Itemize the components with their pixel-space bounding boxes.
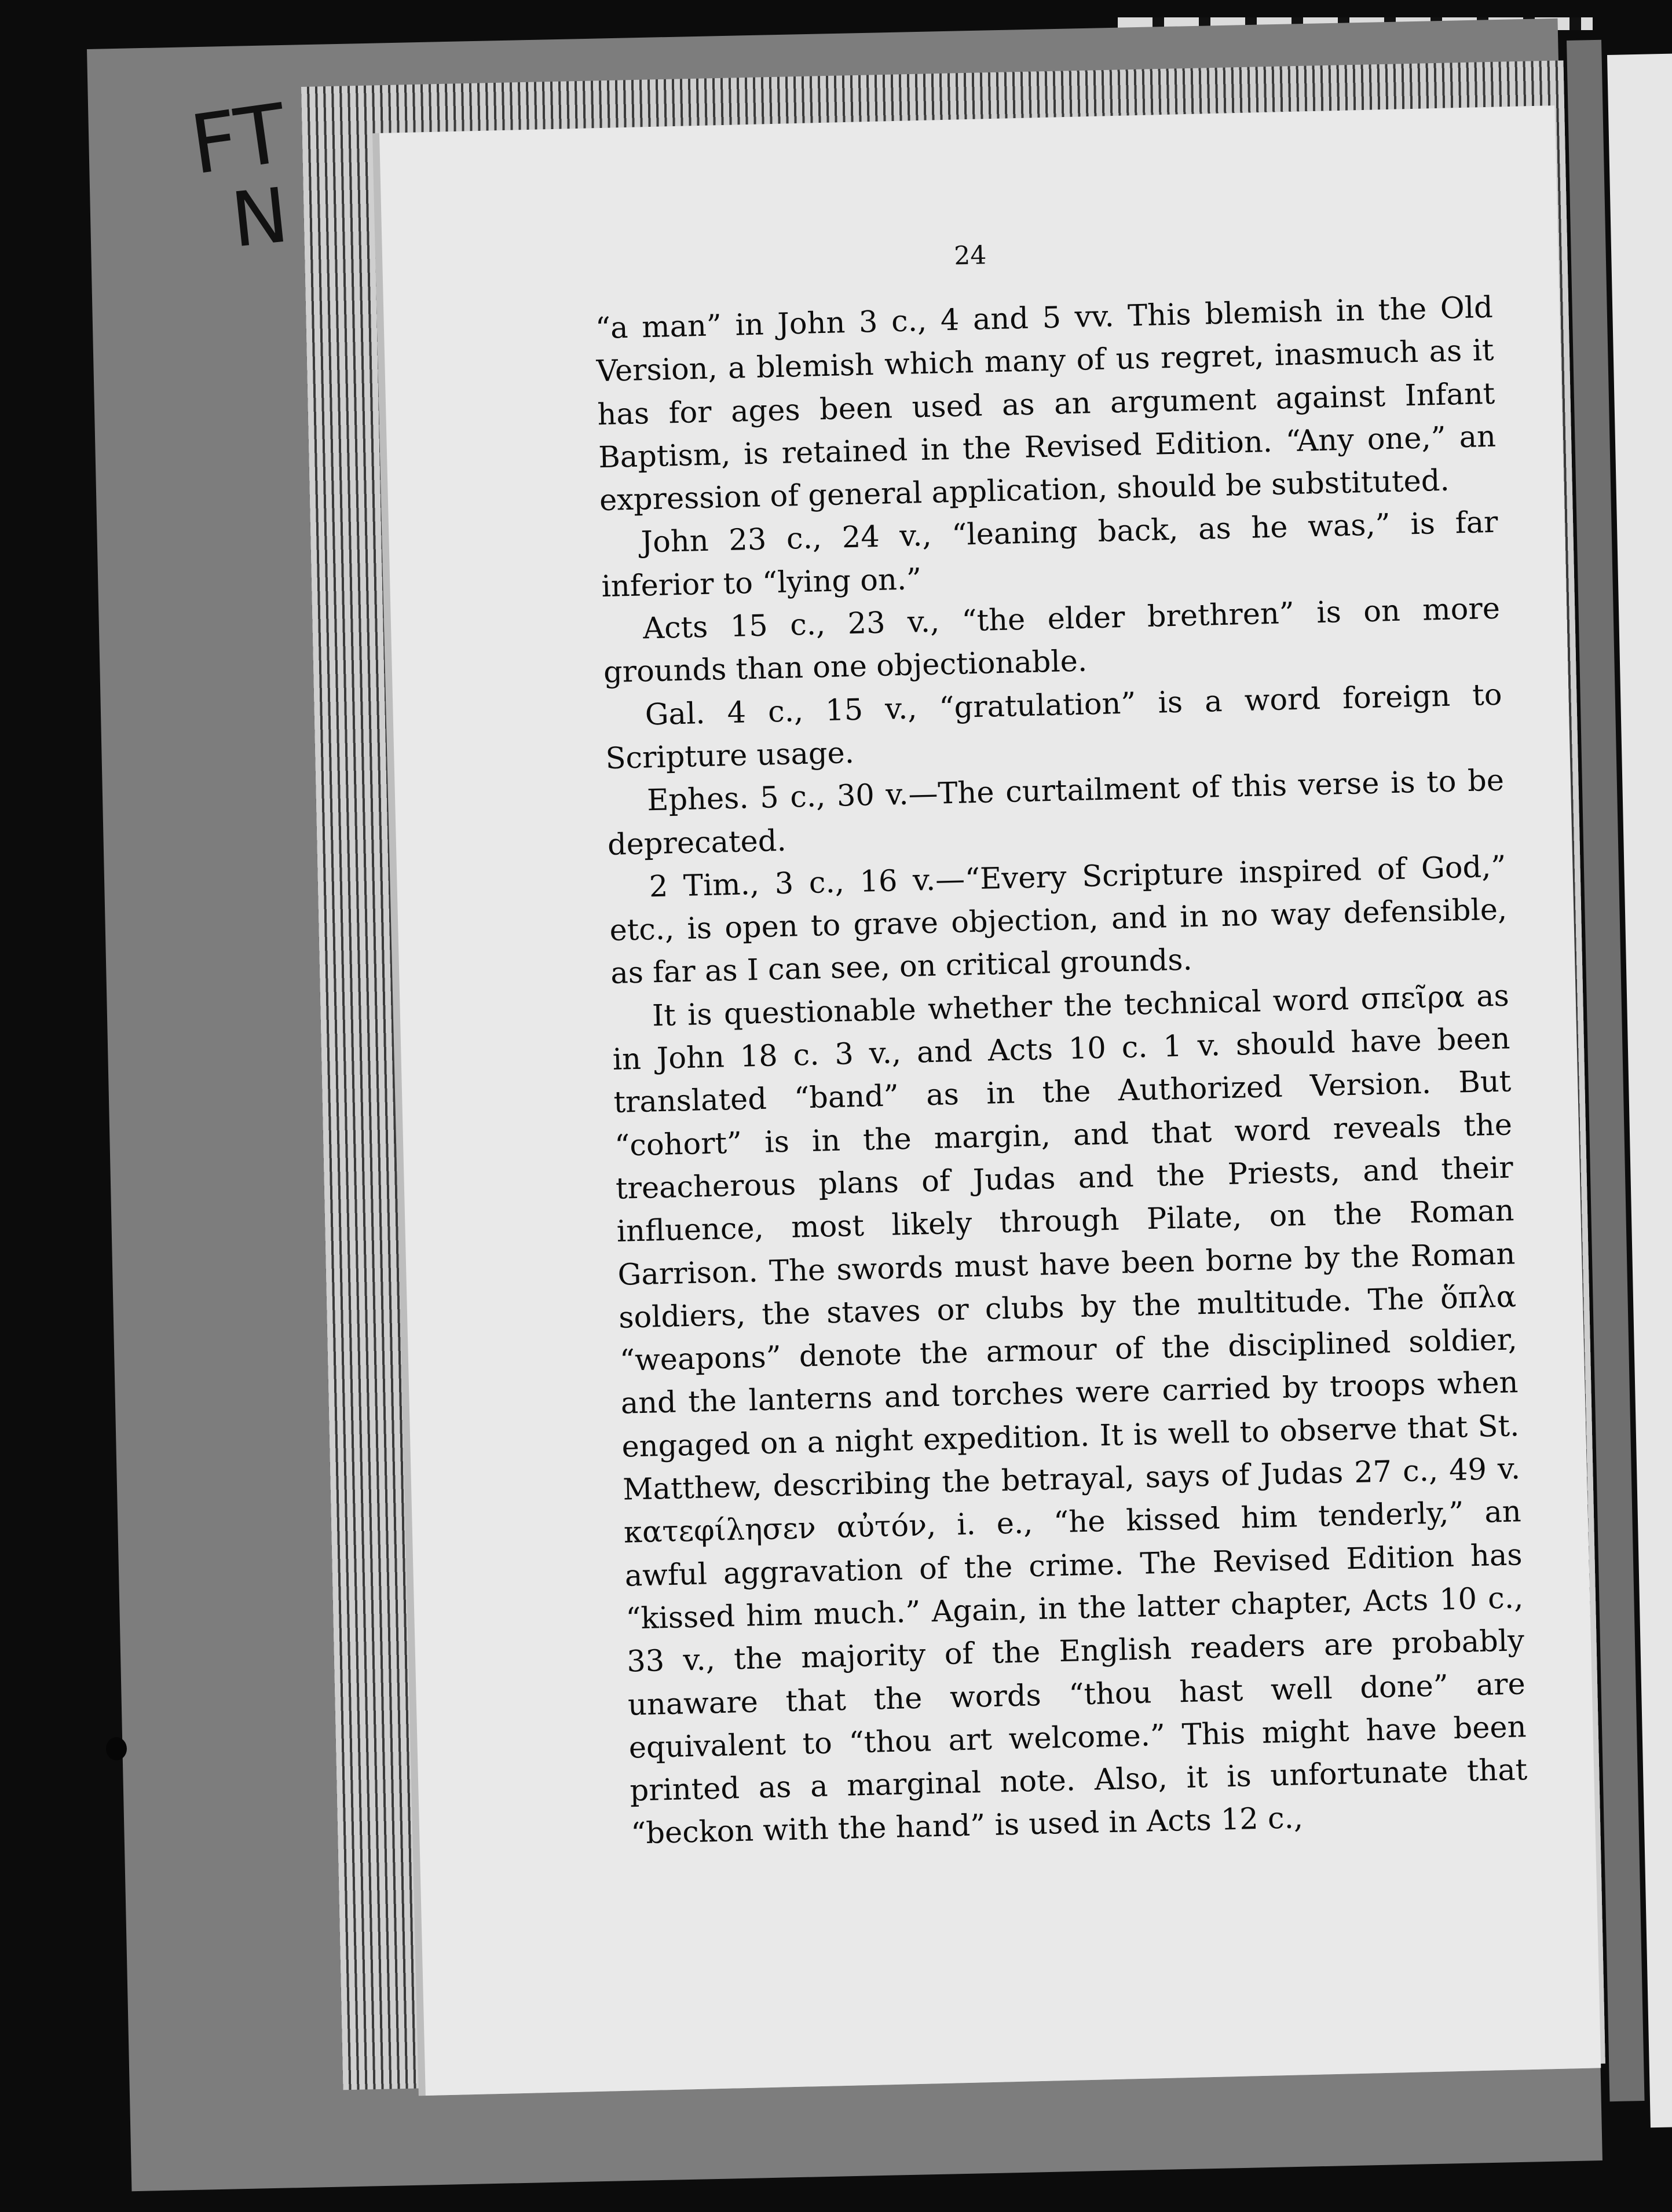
margin-mark-top: FT (185, 86, 292, 193)
paragraph-4: Gal. 4 c., 15 v., “gratulation” is a word foreign to Scripture usage. (605, 677, 1503, 777)
paragraph-1: “a man” in John 3 c., 4 and 5 vv. This blemish in the Old Version, a blemish which many of us regret, inasmuch as it has for ages been used as an argument against Infant Baptism, is retained in the Revised Edition. “Any one,” an expression of general application, should be substituted. (595, 290, 1497, 518)
paragraph-2: John 23 c., 24 v., “leaning back, as he was,” is far inferior to “lying on.” (601, 506, 1499, 604)
page-text (595, 287, 1529, 1856)
margin-mark-bottom: N (227, 171, 292, 265)
paragraph-6: 2 Tim., 3 c., 16 v.—“Every Scripture inspired of God,” etc., is open to grave objection, and in no way defensible, as far as I can see, on critical grounds. (609, 849, 1508, 991)
paragraph-7: It is questionable whether the technical word σπεῖρα as in John 18 c. 3 v., and Acts 10 c. 1 v. should have been translated “band” as in the Authorized Version. But “cohort” is in the margin, and that word reveals the treacherous plans of Judas and the Priests, and their influence, most likely through Pilate, on the Roman Garrison. The swords must have been borne by the Roman soldiers, the staves or clubs by the multitude. The ὅπλα “weapons” denote the armour of the disciplined soldier, and the lanterns and torches were carried by troops when engaged on a night expedition. It is well to observe that St. Matthew, describing the betrayal, says of Judas 27 c., 49 v. κατεφίλησεν αὐτόν, i. e., “he kissed him tenderly,” an awful aggravation of the crime. The Revised Edition has “kissed him much.” Again, in the latter chapter, Acts 10 c., 33 v., the majority of the English readers are probably unaware that the words “thou hast well done” are equivalent to “thou art welcome.” This might have been printed as a marginal note. Also, it is unfortunate that “beckon with the hand” is used in Acts 12 c., (612, 979, 1528, 1851)
printed-page (379, 105, 1601, 2096)
paragraph-5: Ephes. 5 c., 30 v.—The curtailment of this verse is to be deprecated. (607, 763, 1505, 862)
page-number: 24 (953, 240, 987, 271)
paragraph-3: Acts 15 c., 23 v., “the elder brethren” is on more grounds than one objectionable. (603, 591, 1501, 690)
ink-dot (106, 1737, 127, 1760)
